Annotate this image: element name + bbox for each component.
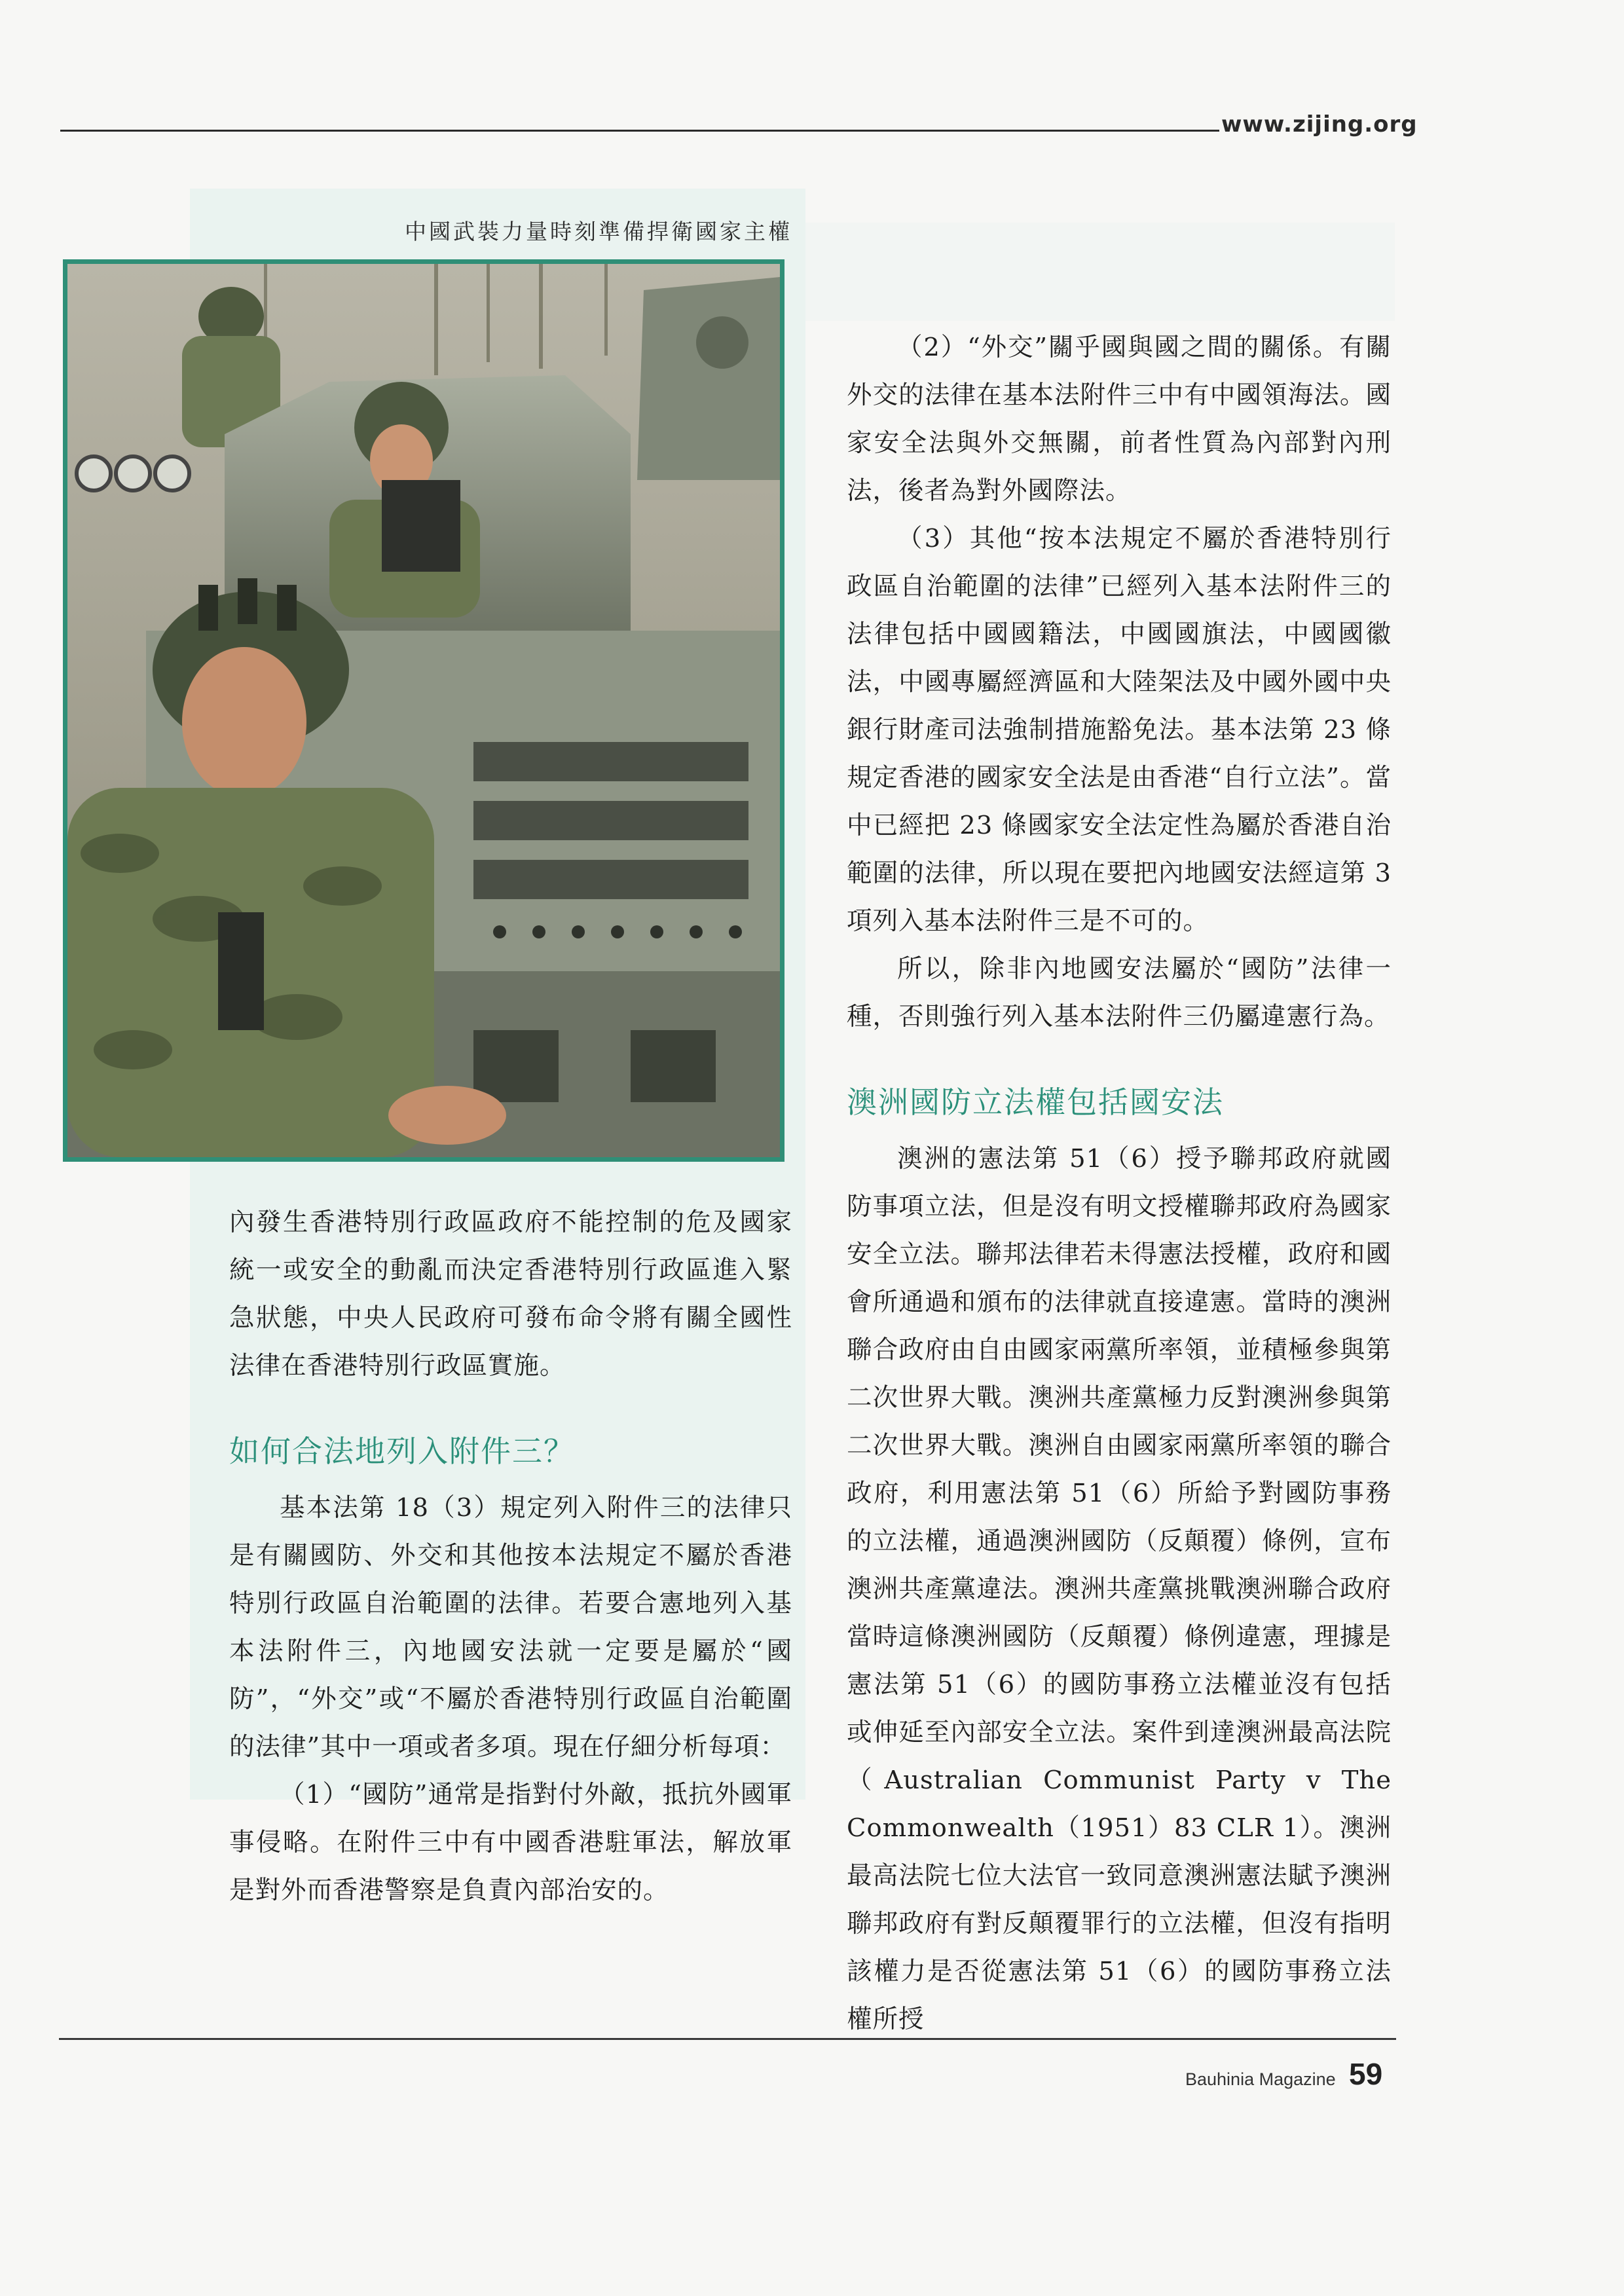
section-heading: 澳洲國防立法權包括國安法	[847, 1084, 1224, 1120]
paragraph: 所以，除非內地國安法屬於“國防”法律一種，否則強行列入基本法附件三仍屬違憲行為。	[847, 954, 1392, 1031]
paragraph: （2）“外交”關乎國與國之間的關係。有關外交的法律在基本法附件三中有中國領海法。國家安全法與外交無關，前者性質為內部對內刑法，後者為對外國際法。	[847, 333, 1392, 506]
header-rule	[60, 130, 1219, 132]
site-url[interactable]: www.zijing.org	[1221, 111, 1418, 138]
photo-caption: 中國武裝力量時刻準備捍衛國家主權	[405, 219, 792, 244]
page-number: 59	[1349, 2057, 1383, 2091]
paragraph: （1）“國防”通常是指對付外敵，抵抗外國軍事侵略。在附件三中有中國香港駐軍法，解放軍是對外而香港警察是負責內部治安的。	[229, 1780, 792, 1905]
soldiers-photo	[63, 259, 784, 1162]
paragraph: （3）其他“按本法規定不屬於香港特別行政區自治範圍的法律”已經列入基本法附件三的法律包括中國國籍法，中國國旗法，中國國徽法，中國專屬經濟區和大陸架法及中國外國中央銀行財產司法強制措施豁免法。基本法第 23 條規定香港的國家安全法是由香港“自行立法”。當中已經把 23 條國家安全法定性為屬於香港自治範圍的法律，所以現在要把內地國安法經這第 3 項列入基本法附件三是不可的。	[847, 524, 1392, 936]
paragraph: 澳洲的憲法第 51（6）授予聯邦政府就國防事項立法，但是沒有明文授權聯邦政府為國家安全立法。聯邦法律若未得憲法授權，政府和國會所通過和頒布的法律就直接違憲。當時的澳洲聯合政府由自由國家兩黨所率領，並積極參與第二次世界大戰。澳洲共產黨極力反對澳洲參與第二次世界大戰。澳洲自由國家兩黨所率領的聯合政府，利用憲法第 51（6）所給予對國防事務的立法權，通過澳洲國防（反顛覆）條例，宣布澳洲共產黨違法。澳洲共產黨挑戰澳洲聯合政府當時這條澳洲國防（反顛覆）條例違憲，理據是憲法第 51（6）的國防事務立法權並沒有包括或伸延至內部安全立法。案件到達澳洲最高法院（Australian Communist Party v The Commonwealth（1951）83 CLR 1）。澳洲最高法院七位大法官一致同意澳洲憲法賦予澳洲聯邦政府有對反顛覆罪行的立法權，但沒有指明該權力是否從憲法第 51（6）的國防事務立法權所授	[847, 1144, 1392, 2034]
paragraph: 內發生香港特別行政區政府不能控制的危及國家統一或安全的動亂而決定香港特別行政區進入緊急狀態，中央人民政府可發布命令將有關全國性法律在香港特別行政區實施。	[229, 1208, 792, 1380]
background-tint-strip	[805, 223, 1395, 321]
right-column	[847, 324, 1392, 2043]
magazine-name: Bauhinia Magazine	[1185, 2069, 1336, 2089]
paragraph: 基本法第 18（3）規定列入附件三的法律只是有關國防、外交和其他按本法規定不屬於香港特別行政區自治範圍的法律。若要合憲地列入基本法附件三，內地國安法就一定要是屬於“國防”，“外交”或“不屬於香港特別行政區自治範圍的法律”其中一項或者多項。現在仔細分析每項：	[229, 1493, 792, 1762]
section-heading: 如何合法地列入附件三？	[229, 1434, 575, 1469]
left-column	[229, 1198, 792, 1914]
soldiers-photo-icon	[67, 264, 780, 1157]
footer-rule	[59, 2038, 1396, 2040]
